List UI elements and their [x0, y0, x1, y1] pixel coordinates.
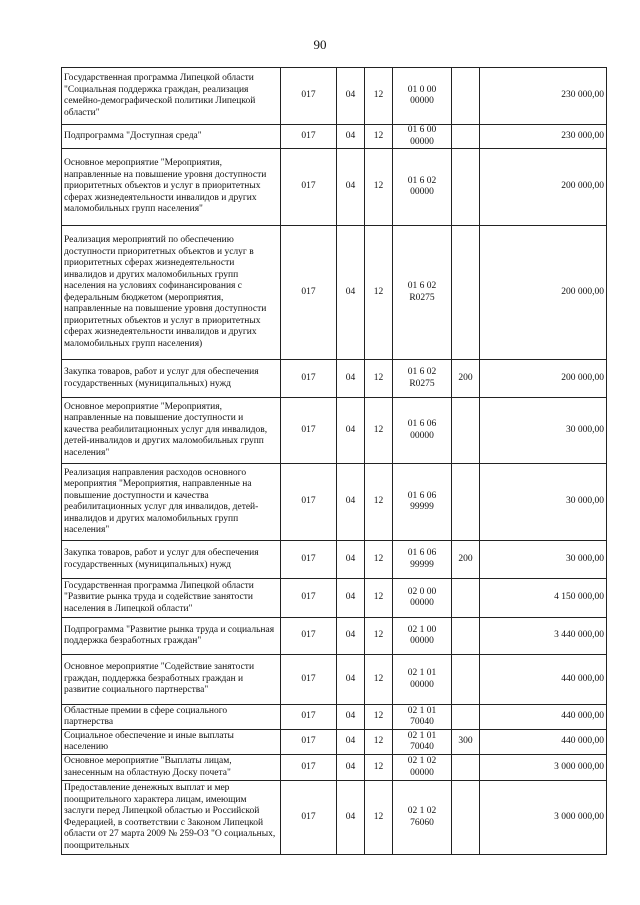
row-target-code-cell: 01 6 06 99999 [393, 464, 452, 541]
row-target-code-cell: 01 6 02 00000 [393, 149, 452, 226]
row-name-cell: Закупка товаров, работ и услуг для обеспечения государственных (муниципальных) нужд [62, 360, 281, 398]
row-ministry-cell: 017 [281, 68, 337, 125]
row-expense-type-cell [452, 68, 480, 125]
table-row [62, 705, 607, 730]
row-ministry-cell: 017 [281, 541, 337, 579]
table-row [62, 579, 607, 618]
row-section-cell: 04 [337, 781, 365, 855]
row-name-cell: Основное мероприятие "Мероприятия, направленные на повышение доступности и качества реабилитационных услуг для инвалидов, детей-инвалидов и других маломобильных групп населения" [62, 398, 281, 464]
table-row [62, 149, 607, 226]
row-section-cell: 04 [337, 755, 365, 781]
row-target-code-cell: 02 1 01 00000 [393, 655, 452, 705]
row-ministry-cell: 017 [281, 730, 337, 755]
row-expense-type-cell: 200 [452, 541, 480, 579]
row-subsection-cell: 12 [365, 781, 393, 855]
row-section-cell: 04 [337, 360, 365, 398]
row-ministry-cell: 017 [281, 579, 337, 618]
row-name-cell: Государственная программа Липецкой области "Социальная поддержка граждан, реализация семейно-демографической политики Липецкой области" [62, 68, 281, 125]
table-row [62, 398, 607, 464]
row-target-code-cell: 02 1 02 76060 [393, 781, 452, 855]
row-amount-cell: 3 000 000,00 [480, 755, 607, 781]
row-section-cell: 04 [337, 125, 365, 149]
row-subsection-cell: 12 [365, 398, 393, 464]
row-subsection-cell: 12 [365, 360, 393, 398]
row-ministry-cell: 017 [281, 618, 337, 655]
row-amount-cell: 200 000,00 [480, 149, 607, 226]
table-row [62, 464, 607, 541]
row-amount-cell: 230 000,00 [480, 125, 607, 149]
row-amount-cell: 440 000,00 [480, 655, 607, 705]
row-expense-type-cell: 300 [452, 730, 480, 755]
row-section-cell: 04 [337, 464, 365, 541]
row-target-code-cell: 01 6 06 00000 [393, 398, 452, 464]
row-ministry-cell: 017 [281, 464, 337, 541]
row-name-cell: Областные премии в сфере социального партнерства [62, 705, 281, 730]
row-section-cell: 04 [337, 149, 365, 226]
row-subsection-cell: 12 [365, 655, 393, 705]
row-target-code-cell: 02 1 00 00000 [393, 618, 452, 655]
row-name-cell: Основное мероприятие "Мероприятия, направленные на повышение уровня доступности приоритетных объектов и услуг в приоритетных сферах жизнедеятельности инвалидов и других маломобильных групп населения" [62, 149, 281, 226]
row-amount-cell: 30 000,00 [480, 464, 607, 541]
row-amount-cell: 30 000,00 [480, 541, 607, 579]
row-amount-cell: 200 000,00 [480, 360, 607, 398]
row-subsection-cell: 12 [365, 125, 393, 149]
row-target-code-cell: 02 0 00 00000 [393, 579, 452, 618]
row-amount-cell: 440 000,00 [480, 705, 607, 730]
row-ministry-cell: 017 [281, 755, 337, 781]
table-row [62, 68, 607, 125]
row-subsection-cell: 12 [365, 755, 393, 781]
row-target-code-cell: 01 6 06 99999 [393, 541, 452, 579]
row-ministry-cell: 017 [281, 655, 337, 705]
row-amount-cell: 230 000,00 [480, 68, 607, 125]
row-ministry-cell: 017 [281, 781, 337, 855]
row-name-cell: Реализация мероприятий по обеспечению доступности приоритетных объектов и услуг в приоритетных сферах жизнедеятельности инвалидов и других маломобильных групп населения на условиях софинансирования с федеральным бюджетом (мероприятия, направленные на повышение уровня доступности приоритетных объектов и услуг в приоритетных сферах жизнедеятельности инвалидов и других маломобильных групп населения) [62, 226, 281, 360]
row-ministry-cell: 017 [281, 149, 337, 226]
row-section-cell: 04 [337, 541, 365, 579]
row-expense-type-cell [452, 464, 480, 541]
page-number: 90 [313, 37, 327, 52]
row-expense-type-cell [452, 579, 480, 618]
budget-table [61, 67, 607, 855]
row-ministry-cell: 017 [281, 226, 337, 360]
row-subsection-cell: 12 [365, 464, 393, 541]
row-ministry-cell: 017 [281, 398, 337, 464]
row-name-cell: Подпрограмма "Доступная среда" [62, 125, 281, 149]
row-name-cell: Предоставление денежных выплат и мер поощрительного характера лицам, имеющим заслуги перед Липецкой областью и Российской Федерацией, в соответствии с Законом Липецкой области от 27 марта 2009 № 259-ОЗ "О социальных, поощрительных [62, 781, 281, 855]
row-target-code-cell: 01 6 02 R0275 [393, 360, 452, 398]
row-subsection-cell: 12 [365, 149, 393, 226]
row-subsection-cell: 12 [365, 226, 393, 360]
row-name-cell: Основное мероприятие "Содействие занятости граждан, поддержка безработных граждан и развитие социального партнерства" [62, 655, 281, 705]
row-amount-cell: 30 000,00 [480, 398, 607, 464]
row-target-code-cell: 01 6 02 R0275 [393, 226, 452, 360]
row-expense-type-cell [452, 398, 480, 464]
table-row [62, 655, 607, 705]
row-name-cell: Подпрограмма "Развитие рынка труда и социальная поддержка безработных граждан" [62, 618, 281, 655]
table-row [62, 781, 607, 855]
budget-table-body [62, 68, 607, 855]
row-expense-type-cell [452, 755, 480, 781]
row-subsection-cell: 12 [365, 730, 393, 755]
row-expense-type-cell [452, 618, 480, 655]
row-subsection-cell: 12 [365, 618, 393, 655]
table-row [62, 226, 607, 360]
row-amount-cell: 3 440 000,00 [480, 618, 607, 655]
row-name-cell: Социальное обеспечение и иные выплаты населению [62, 730, 281, 755]
row-expense-type-cell [452, 655, 480, 705]
row-subsection-cell: 12 [365, 68, 393, 125]
row-section-cell: 04 [337, 655, 365, 705]
row-amount-cell: 440 000,00 [480, 730, 607, 755]
row-expense-type-cell: 200 [452, 360, 480, 398]
row-name-cell: Государственная программа Липецкой области "Развитие рынка труда и содействие занятости населения в Липецкой области" [62, 579, 281, 618]
row-name-cell: Реализация направления расходов основного мероприятия "Мероприятия, направленные на повышение доступности и качества реабилитационных услуг для инвалидов, детей-инвалидов и других маломобильных групп населения" [62, 464, 281, 541]
row-section-cell: 04 [337, 68, 365, 125]
row-target-code-cell: 02 1 01 70040 [393, 730, 452, 755]
row-section-cell: 04 [337, 730, 365, 755]
row-section-cell: 04 [337, 226, 365, 360]
row-subsection-cell: 12 [365, 705, 393, 730]
table-row [62, 360, 607, 398]
row-section-cell: 04 [337, 618, 365, 655]
table-row [62, 541, 607, 579]
row-subsection-cell: 12 [365, 541, 393, 579]
row-name-cell: Основное мероприятие "Выплаты лицам, занесенным на областную Доску почета" [62, 755, 281, 781]
row-target-code-cell: 02 1 01 70040 [393, 705, 452, 730]
row-amount-cell: 4 150 000,00 [480, 579, 607, 618]
row-ministry-cell: 017 [281, 705, 337, 730]
row-expense-type-cell [452, 705, 480, 730]
row-section-cell: 04 [337, 579, 365, 618]
row-expense-type-cell [452, 149, 480, 226]
row-subsection-cell: 12 [365, 579, 393, 618]
row-target-code-cell: 01 0 00 00000 [393, 68, 452, 125]
table-row [62, 618, 607, 655]
row-ministry-cell: 017 [281, 360, 337, 398]
table-row [62, 730, 607, 755]
row-expense-type-cell [452, 781, 480, 855]
row-expense-type-cell [452, 125, 480, 149]
table-row [62, 125, 607, 149]
row-amount-cell: 200 000,00 [480, 226, 607, 360]
row-target-code-cell: 02 1 02 00000 [393, 755, 452, 781]
row-name-cell: Закупка товаров, работ и услуг для обеспечения государственных (муниципальных) нужд [62, 541, 281, 579]
row-target-code-cell: 01 6 00 00000 [393, 125, 452, 149]
row-ministry-cell: 017 [281, 125, 337, 149]
row-section-cell: 04 [337, 705, 365, 730]
row-amount-cell: 3 000 000,00 [480, 781, 607, 855]
row-section-cell: 04 [337, 398, 365, 464]
row-expense-type-cell [452, 226, 480, 360]
table-row [62, 755, 607, 781]
